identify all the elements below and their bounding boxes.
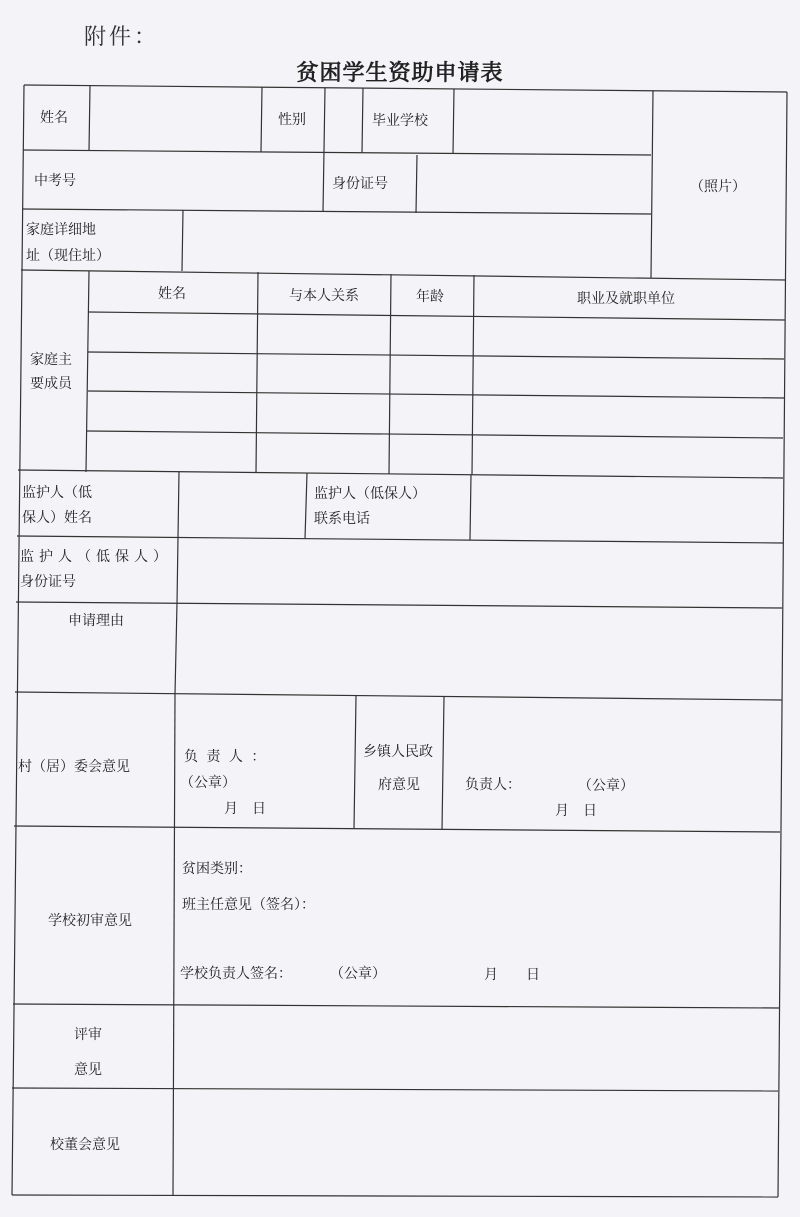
- family-col-relation: 与本人关系: [289, 288, 359, 304]
- village-seal: （公章）: [180, 775, 236, 791]
- family-col-job: 职业及就职单位: [577, 291, 675, 307]
- address-label-line1: 家庭详细地: [26, 222, 96, 238]
- form-title: 贫困学生资助申请表: [296, 61, 504, 86]
- township-responsible: 负责人：: [465, 777, 521, 793]
- reason-label: 申请理由: [68, 613, 124, 629]
- township-label-line2: 府意见: [378, 777, 420, 793]
- school-date: 月 日: [484, 967, 540, 983]
- evaluation-label-line2: 意见: [74, 1062, 102, 1078]
- family-label-line2: 要成员: [30, 376, 72, 392]
- village-date: 月 日: [224, 801, 266, 817]
- principal-signature: 学校负责人签名：: [180, 966, 292, 982]
- photo-label: （照片）: [690, 179, 746, 195]
- guardian-phone-label-line1: 监护人（低保人）: [314, 486, 426, 502]
- gender-label: 性别: [278, 112, 306, 128]
- name-label: 姓名: [40, 110, 68, 126]
- board-opinion-label: 校董会意见: [50, 1137, 120, 1153]
- guardian-phone-label-line2: 联系电话: [314, 511, 370, 527]
- exam-number-label: 中考号: [34, 173, 76, 189]
- attachment-label: 附件：: [84, 25, 160, 50]
- village-opinion-label: 村（居）委会意见: [18, 759, 130, 775]
- township-date: 月 日: [555, 803, 597, 819]
- teacher-opinion: 班主任意见（签名）：: [182, 897, 315, 913]
- school-label: 毕业学校: [372, 113, 428, 129]
- township-label-line1: 乡镇人民政: [363, 744, 433, 760]
- family-label-line1: 家庭主: [30, 352, 72, 368]
- guardian-name-label-line1: 监护人（低: [22, 485, 92, 501]
- evaluation-label-line1: 评审: [74, 1027, 102, 1043]
- school-seal: （公章）: [330, 966, 386, 982]
- guardian-id-label-line1: 监护人（低保人）: [20, 549, 172, 565]
- poverty-category: 贫困类别：: [182, 861, 252, 877]
- guardian-name-label-line2: 保人）姓名: [22, 510, 92, 526]
- village-responsible: 负 责 人 ：: [184, 749, 268, 765]
- school-review-label: 学校初审意见: [48, 913, 132, 929]
- township-seal: （公章）: [578, 778, 634, 794]
- id-number-label: 身份证号: [332, 176, 388, 192]
- address-label-line2: 址（现住址）: [26, 248, 110, 264]
- guardian-id-label-line2: 身份证号: [20, 574, 76, 590]
- family-col-age: 年龄: [416, 289, 444, 305]
- family-col-name: 姓名: [158, 286, 186, 302]
